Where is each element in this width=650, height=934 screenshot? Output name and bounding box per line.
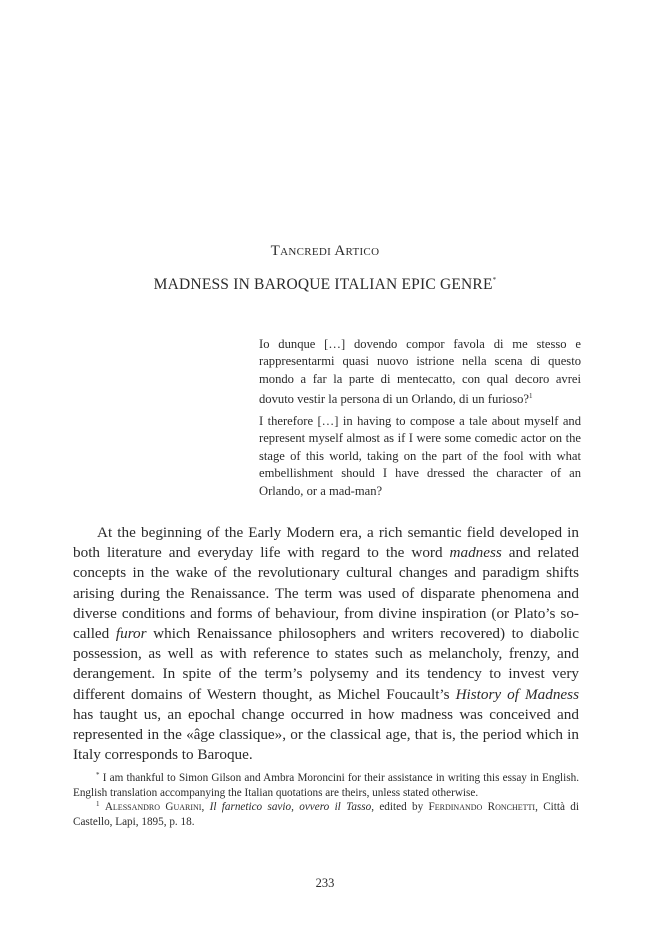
body-emphasis-madness: madness (449, 544, 502, 562)
footnote-star-mark: * (96, 771, 100, 779)
footnote-1-author: Alessandro Guarini (104, 801, 202, 813)
author-name: Tancredi Artico (270, 243, 380, 259)
epigraph-footnote-mark: 1 (529, 392, 533, 401)
footnote-1-sep: , (201, 801, 210, 813)
footnote-1-mark: 1 (96, 800, 100, 808)
footnote-star (73, 768, 579, 801)
epigraph-english: I therefore […] in having to compose a tale about myself and represent myself almost as if I were some comedic actor on the stage of this world, taking on the part of the fool with what embellishment should I have dressed the character of an Orlando, or a mad-man? (259, 414, 581, 498)
body-paragraph (73, 523, 579, 765)
article-title (0, 276, 650, 294)
footnote-1 (73, 797, 579, 830)
body-text-2: and related concepts in the wake of the revolutionary cultural changes and paradigm shifts arising during the Renaissance. The term was used of disparate phenomena and diverse conditions and forms of behaviour, from divine inspiration (or Plato’s so-called (73, 544, 579, 643)
footnote-1-editor: Ferdinando Ronchetti (428, 801, 536, 813)
footnote-1-work: Il farnetico savio, ovvero il Tasso (209, 801, 372, 813)
epigraph-italian-text: Io dunque […] dovendo compor favola di me stesso e rappresentarmi quasi nuovo istrione nella scena di questo mondo a far la parte di mentecatto, con qual decoro avrei dovuto vestir la persona di un Orlando, di un furioso? (259, 337, 581, 407)
footnote-1-end: , Città di Castello, Lapi, 1895, p. 18. (73, 801, 580, 828)
page-number: 233 (315, 876, 335, 890)
body-emphasis-history: History of Madness (455, 685, 579, 703)
title-text: MADNESS IN BAROQUE ITALIAN EPIC GENRE (153, 276, 493, 293)
epigraph-italian (259, 336, 581, 409)
body-text-1: At the beginning of the Early Modern era, a rich semantic field developed in both literature and everyday life with regard to the word (73, 524, 579, 562)
body-text-3: which Renaissance philosophers and writers recovered) to diabolic possession, as well as with reference to states such as melancholy, frenzy, and derangement. In spite of the term’s polysemy and its tendency to invest very different domains of Western thought, as Michel Foucault’s (73, 625, 579, 703)
body-text-4: has taught us, an epochal change occurred in how madness was conceived and represented in the «âge classique», or the classical age, that is, the period which in Italy corresponds to Baroque. (73, 705, 579, 764)
footnote-1-mid: , edited by (371, 801, 429, 813)
body-emphasis-furor: furor (115, 625, 147, 643)
footnote-star-text: I am thankful to Simon Gilson and Ambra Moroncini for their assistance in writing this essay in English. English translation accompanying the Italian quotations are theirs, unless stated otherwise. (73, 772, 579, 799)
title-footnote-mark: * (492, 276, 497, 284)
